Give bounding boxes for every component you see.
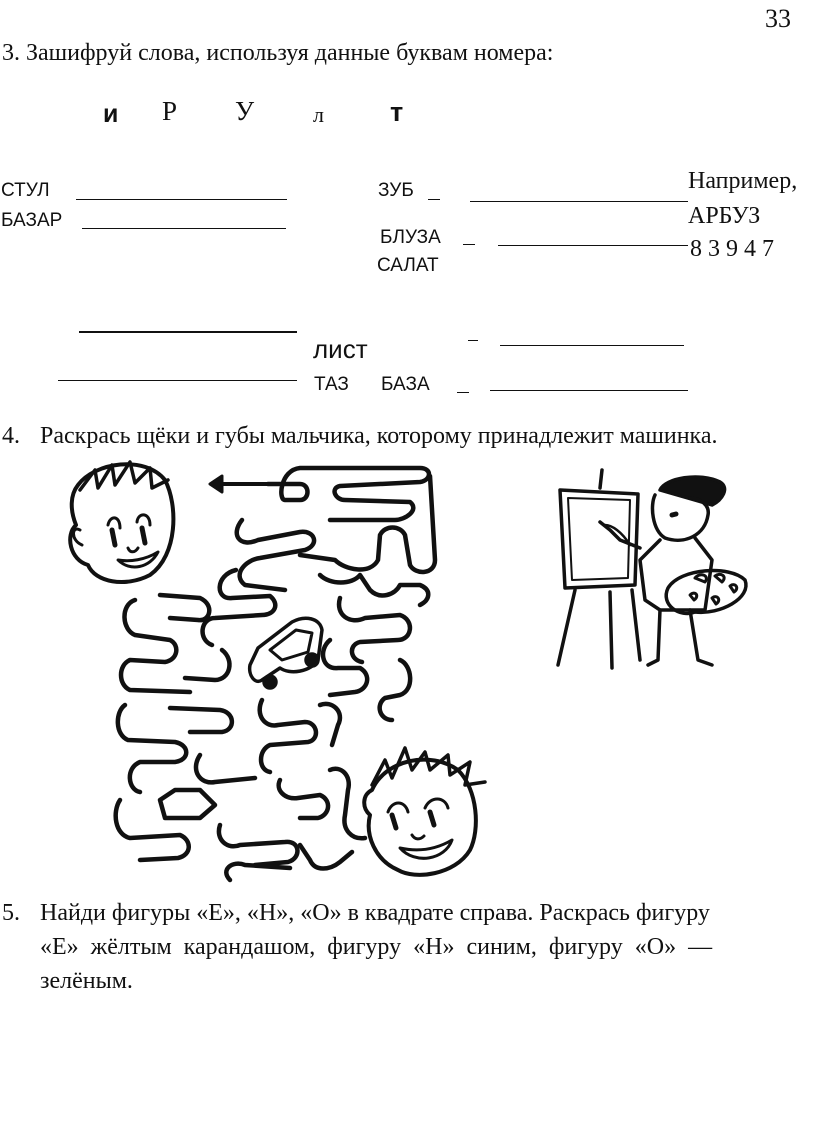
task5-number: 5. bbox=[2, 900, 20, 926]
word-zub: ЗУБ bbox=[378, 180, 414, 201]
cipher-letter: л bbox=[313, 102, 324, 127]
word-stul: СТУЛ bbox=[1, 180, 50, 201]
example-word: АРБУЗ bbox=[688, 203, 761, 229]
word-taz: ТАЗ bbox=[314, 374, 349, 395]
cipher-letter: У bbox=[235, 96, 255, 126]
cipher-letter: т bbox=[390, 97, 404, 127]
task3-heading: 3. Зашифруй слова, используя данные буквам номера: bbox=[2, 40, 554, 66]
word-bluza: БЛУЗА bbox=[380, 227, 441, 248]
page-number: 33 bbox=[765, 4, 791, 33]
task5-line2: «Е» жёлтым карандашом, фигуру «Н» синим, фигуру «О» — bbox=[40, 934, 713, 960]
example-code: 8 3 9 4 7 bbox=[690, 236, 774, 262]
word-list: лист bbox=[313, 334, 368, 364]
task5-line3: зелёным. bbox=[40, 968, 133, 994]
task4-text: Раскрась щёки и губы мальчика, которому принадлежит машинка. bbox=[40, 423, 718, 449]
task5-line1: Найди фигуры «Е», «Н», «О» в квадрате справа. Раскрась фигуру bbox=[40, 900, 710, 926]
word-baza: БАЗА bbox=[381, 374, 430, 395]
example-label: Например, bbox=[688, 168, 798, 194]
word-bazar: БАЗАР bbox=[1, 210, 63, 231]
task4-number: 4. bbox=[2, 423, 20, 449]
cipher-letter: Р bbox=[162, 96, 178, 126]
cipher-letter: и bbox=[103, 100, 119, 128]
word-salat: САЛАТ bbox=[377, 255, 439, 276]
